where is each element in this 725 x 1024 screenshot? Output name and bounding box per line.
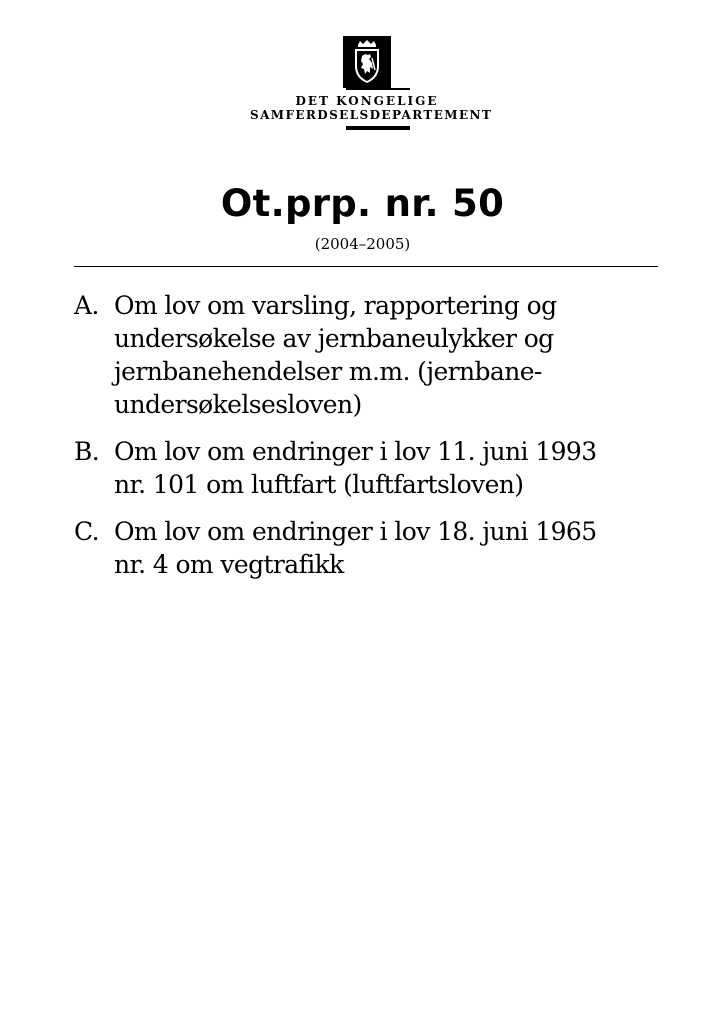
document-title: Ot.prp. nr. 50 — [220, 182, 505, 225]
item-letter: B. — [74, 437, 100, 466]
logo-rule-bottom — [346, 126, 410, 130]
proposal-item-a — [74, 289, 674, 421]
department-name-line1: DET KONGELIGE — [295, 94, 439, 108]
item-letter: C. — [74, 517, 99, 546]
department-name-line2: SAMFERDSELSDEPARTEMENT — [250, 108, 493, 122]
proposal-item-b — [74, 435, 674, 501]
logo-rule-top — [346, 88, 410, 90]
ministry-logo — [250, 36, 493, 132]
item-text: Om lov om endringer i lov 11. juni 1993 nr. 101 om luftfart (luftfartsloven) — [114, 437, 597, 499]
proposal-item-list — [74, 289, 674, 595]
item-text: Om lov om endringer i lov 18. juni 1965 nr. 4 om vegtrafikk — [114, 517, 597, 579]
item-text: Om lov om varsling, rapportering og undersøkelse av jernbaneulykker og jernbanehendelser m.m. (jernbane- undersøkelsesloven) — [114, 291, 557, 419]
coat-of-arms-icon — [343, 36, 391, 88]
proposal-item-c — [74, 515, 674, 581]
title-divider — [74, 266, 658, 267]
session-years: (2004–2005) — [314, 235, 411, 253]
item-letter: A. — [74, 291, 99, 320]
